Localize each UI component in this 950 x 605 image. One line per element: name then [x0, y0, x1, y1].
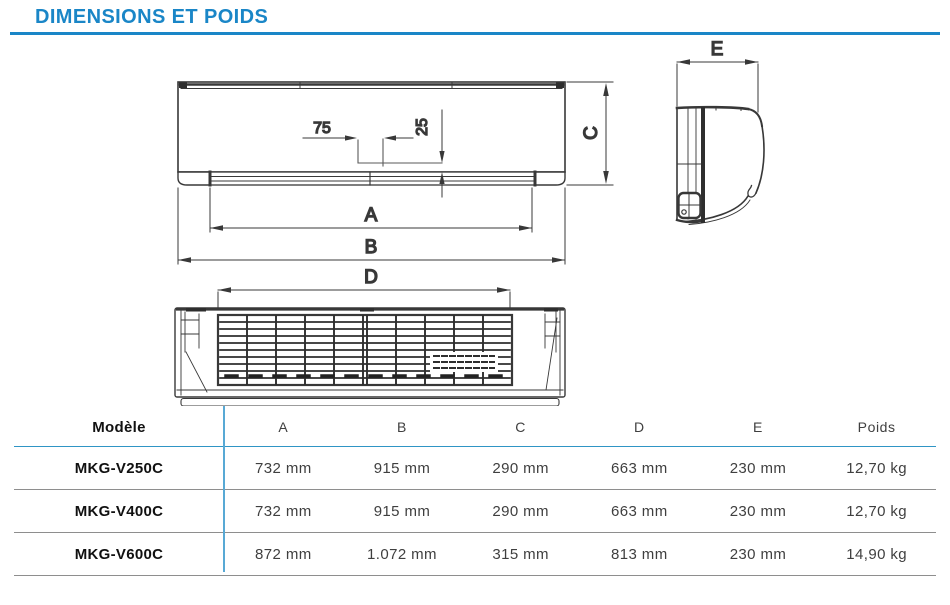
weight-cell: 12,70 kg — [846, 459, 908, 477]
table-row — [14, 533, 936, 576]
dim-c-cell: 290 mm — [492, 502, 549, 520]
dim-d-cell: 663 mm — [611, 459, 668, 477]
table-column-divider — [223, 406, 225, 572]
dim-d-cell: 663 mm — [611, 502, 668, 520]
dimension-d — [218, 267, 510, 310]
dim-e-cell: 230 mm — [729, 502, 787, 520]
dimension-c — [567, 82, 613, 185]
dimensions-table — [14, 408, 936, 576]
model-cell: MKG-V250C — [74, 459, 164, 477]
weight-cell: 14,90 kg — [846, 545, 908, 563]
dim-a-cell: 872 mm — [255, 545, 312, 563]
column-header-poids: Poids — [857, 419, 896, 435]
dim-e-cell: 230 mm — [729, 459, 787, 477]
dimension-e — [677, 39, 758, 112]
dim-a-cell: 732 mm — [255, 459, 312, 477]
column-header-d: D — [633, 419, 645, 435]
weight-cell: 12,70 kg — [846, 502, 908, 520]
table-row — [14, 490, 936, 533]
dim-b-cell: 915 mm — [373, 459, 431, 477]
side-view-drawing — [677, 39, 764, 225]
column-header-c: C — [515, 419, 527, 435]
column-header-e: E — [753, 419, 763, 435]
column-header-model: Modèle — [92, 418, 146, 436]
front-view-drawing — [178, 82, 613, 264]
page-title: DIMENSIONS ET POIDS — [35, 6, 269, 28]
dim-c-cell: 315 mm — [492, 545, 549, 563]
model-cell: MKG-V400C — [74, 502, 164, 520]
dim-d-cell: 813 mm — [611, 545, 668, 563]
dim-label-a: A — [364, 205, 378, 226]
table-row — [14, 447, 936, 490]
dim-b-cell: 915 mm — [373, 502, 431, 520]
dimension-b — [178, 188, 565, 264]
dim-label-d: D — [364, 267, 378, 288]
dim-a-cell: 732 mm — [255, 502, 312, 520]
dim-label-e: E — [710, 39, 724, 60]
bottom-view-drawing — [175, 267, 565, 406]
column-header-a: A — [278, 419, 289, 435]
dim-b-cell: 1.072 mm — [367, 545, 437, 563]
dim-c-cell: 290 mm — [492, 459, 549, 477]
table-header-row — [14, 408, 936, 447]
dim-label-75: 75 — [313, 120, 331, 137]
dim-e-cell: 230 mm — [729, 545, 787, 563]
dimension-a — [210, 188, 532, 232]
dim-label-25: 25 — [414, 118, 431, 136]
model-cell: MKG-V600C — [74, 545, 164, 563]
column-header-b: B — [397, 419, 407, 435]
dim-label-c: C — [581, 126, 602, 140]
dim-label-b: B — [364, 237, 378, 258]
